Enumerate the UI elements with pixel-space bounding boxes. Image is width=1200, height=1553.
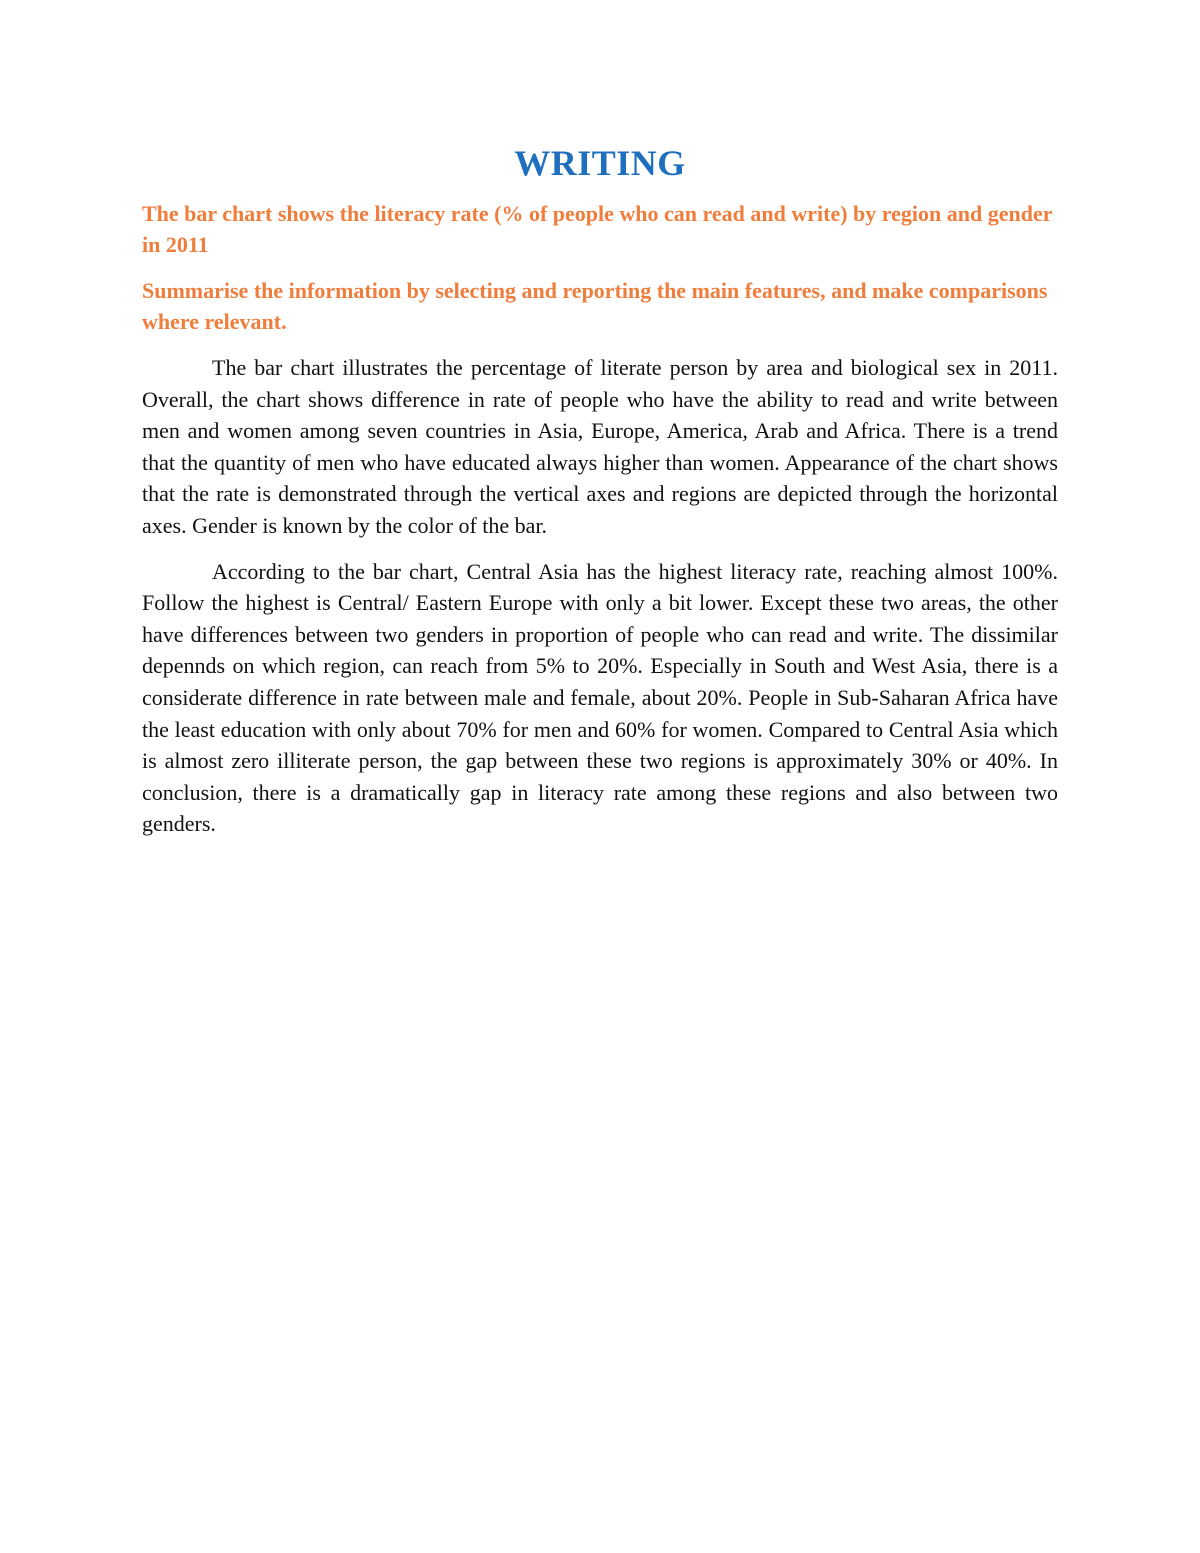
document-content [142,140,1058,854]
page-title: WRITING [514,143,686,183]
task-prompt-2: Summarise the information by selecting and reporting the main features, and make comparisons where relevant. [142,278,1048,334]
task-prompt-1: The bar chart shows the literacy rate (% of people who can read and write) by region and gender in 2011 [142,201,1053,257]
essay-paragraph-2: According to the bar chart, Central Asia has the highest literacy rate, reaching almost 100%. Follow the highest is Central/ Eastern Europe with only a bit lower. Except these two areas, the other have differences between two genders in proportion of people who can read and write. The dissimilar depennds on which region, can reach from 5% to 20%. Especially in South and West Asia, there is a considerate difference in rate between male and female, about 20%. People in Sub-Saharan Africa have the least education with only about 70% for men and 60% for women. Compared to Central Asia which is almost zero illiterate person, the gap between these two regions is approximately 30% or 40%. In conclusion, there is a dramatically gap in literacy rate among these regions and also between two genders. [142,558,1058,837]
essay-paragraph-1: The bar chart illustrates the percentage of literate person by area and biological sex in 2011. Overall, the chart shows difference in rate of people who have the ability to read and write between men and women among seven countries in Asia, Europe, America, Arab and Africa. There is a trend that the quantity of men who have educated always higher than women. Appearance of the chart shows that the rate is demonstrated through the vertical axes and regions are depicted through the horizontal axes. Gender is known by the color of the bar. [142,355,1058,538]
